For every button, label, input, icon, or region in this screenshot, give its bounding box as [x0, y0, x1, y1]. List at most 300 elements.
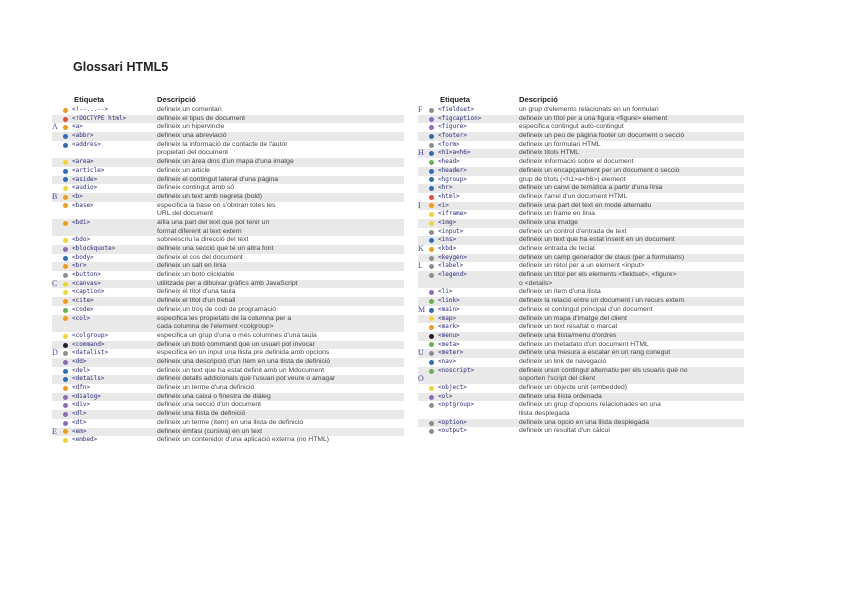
- tag-description: defineix un títol per a una figura <figure> element: [519, 114, 668, 122]
- glossary-row: [52, 428, 404, 437]
- tag-name: <ol>: [438, 392, 453, 400]
- tag-name: <command>: [72, 340, 105, 348]
- category-dot-icon: [63, 221, 68, 226]
- glossary-row: [52, 219, 404, 236]
- category-dot-icon: [429, 308, 434, 313]
- tag-name: <abbr>: [72, 132, 94, 140]
- tag-description: defineix una caixa o finestra de diàleg: [157, 392, 271, 400]
- category-dot-icon: [429, 369, 434, 374]
- tag-description: defineix un metadato d'un document HTML: [519, 340, 649, 348]
- tag-description: defineix una abreviació: [157, 132, 227, 140]
- category-dot-icon: [63, 334, 68, 339]
- tag-description: defineix un resultat d'un càlcul: [519, 427, 610, 435]
- tag-description: defineix un camp generador de claus (per a formularis): [519, 253, 685, 261]
- glossary-row: [52, 254, 404, 263]
- category-dot-icon: [429, 316, 434, 321]
- tag-name: <map>: [438, 314, 457, 322]
- tag-description: defineix el contingut lateral d'una pàgina: [157, 175, 279, 183]
- tag-description: defineix un mapa d'imatge del client: [519, 314, 627, 322]
- glossary-row: [52, 332, 404, 341]
- category-dot-icon: [429, 386, 434, 391]
- tag-name: <!DOCTYPE html>: [72, 114, 127, 122]
- glossary-row: [418, 219, 744, 228]
- glossary-row: [52, 419, 404, 428]
- tag-name: <canvas>: [72, 279, 101, 287]
- glossary-row: [52, 158, 404, 167]
- glossary-row: [52, 436, 404, 445]
- glossary-row: [52, 358, 404, 367]
- tag-description: defineix la relació entre un document i un recurs extern: [519, 297, 685, 305]
- glossary-row: [52, 349, 404, 358]
- glossary-row: [52, 410, 404, 419]
- tag-description: defineix èmfasi (cursiva) en un text: [157, 427, 263, 435]
- tag-description: defineix un text que ha estat inserit en un document: [519, 236, 675, 244]
- glossary-row: [418, 288, 744, 297]
- tag-description: defineix un botó clicklable: [157, 271, 235, 279]
- tag-description: defineix el contingut principal d'un document: [519, 305, 653, 313]
- glossary-column-left: [52, 95, 404, 445]
- section-letter: K: [418, 244, 424, 253]
- section-letter: O: [418, 374, 424, 384]
- column-header: [418, 95, 744, 105]
- tag-name: <meter>: [438, 349, 464, 357]
- glossary-row: [418, 254, 744, 263]
- tag-name: <embed>: [72, 436, 98, 444]
- tag-description: defineix un àrea dins d'un mapa d'una imatge: [157, 158, 294, 166]
- tag-description: defineix un terme (ítem) en una llista de definició: [157, 418, 304, 426]
- category-dot-icon: [63, 412, 68, 417]
- tag-name: <h1>a<h6>: [438, 149, 471, 157]
- glossary-row: [418, 306, 744, 315]
- category-dot-icon: [429, 221, 434, 226]
- category-dot-icon: [429, 238, 434, 243]
- tag-name: <cite>: [72, 297, 94, 305]
- glossary-row: [418, 132, 744, 141]
- tag-name: <addres>: [72, 140, 101, 148]
- category-dot-icon: [429, 429, 434, 434]
- category-dot-icon: [429, 264, 434, 269]
- category-dot-icon: [63, 438, 68, 443]
- category-dot-icon: [63, 247, 68, 252]
- glossary-row: [52, 132, 404, 141]
- tag-name: <legend>: [438, 271, 467, 279]
- tag-name: <button>: [72, 271, 101, 279]
- tag-name: <dfn>: [72, 384, 91, 392]
- category-dot-icon: [63, 186, 68, 191]
- glossary-row: [418, 106, 744, 115]
- category-dot-icon: [63, 177, 68, 182]
- tag-description: especifica un grup d'una o més columnes d'una taula: [157, 331, 317, 339]
- glossary-row: [418, 184, 744, 193]
- tag-description: sobreescriu la direcció del text: [157, 236, 249, 244]
- glossary-row: [52, 367, 404, 376]
- tag-description: utilitzada per a dibuixar gràfics amb JavaScript: [157, 279, 298, 287]
- category-dot-icon: [63, 195, 68, 200]
- tag-name: <img>: [438, 218, 457, 226]
- tag-name: <b>: [72, 192, 83, 200]
- category-dot-icon: [63, 117, 68, 122]
- glossary-column-right: [418, 95, 744, 436]
- glossary-row: [52, 262, 404, 271]
- tag-name: <keygen>: [438, 253, 467, 261]
- glossary-row: [418, 323, 744, 332]
- glossary-row: [418, 167, 744, 176]
- glossary-row: [52, 236, 404, 245]
- glossary-row: [418, 176, 744, 185]
- glossary-row: [418, 236, 744, 245]
- tag-description: defineix un article: [157, 166, 210, 174]
- glossary-row: [418, 315, 744, 324]
- category-dot-icon: [63, 360, 68, 365]
- tag-name: <fieldset>: [438, 106, 475, 113]
- category-dot-icon: [63, 169, 68, 174]
- glossary-row: [418, 193, 744, 202]
- category-dot-icon: [429, 325, 434, 330]
- glossary-row: [52, 141, 404, 158]
- category-dot-icon: [63, 282, 68, 287]
- glossary-row: [418, 358, 744, 367]
- glossary-row: [52, 202, 404, 219]
- category-dot-icon: [63, 377, 68, 382]
- glossary-row: [418, 245, 744, 254]
- tag-name: <object>: [438, 384, 467, 392]
- tag-name: <li>: [438, 288, 453, 296]
- glossary-row: [52, 315, 404, 332]
- tag-name: <input>: [438, 227, 464, 235]
- tag-description: defineix un encapçalament per un document o secció: [519, 166, 680, 174]
- category-dot-icon: [63, 308, 68, 313]
- page-title: Glossari HTML5: [73, 60, 169, 74]
- category-dot-icon: [429, 160, 434, 165]
- category-dot-icon: [63, 395, 68, 400]
- category-dot-icon: [63, 160, 68, 165]
- category-dot-icon: [63, 273, 68, 278]
- tag-description: defineix una secció que te un altra font: [157, 245, 274, 253]
- category-dot-icon: [429, 186, 434, 191]
- tag-description: defineix un control d'entrada de text: [519, 227, 627, 235]
- category-dot-icon: [63, 143, 68, 148]
- tag-description: grup de títols (<h1>a<h6>) element: [519, 175, 626, 183]
- glossary-rows-left: [52, 106, 404, 445]
- tag-description: especifica la base on s'obriran totes les URL del document: [157, 201, 276, 218]
- category-dot-icon: [429, 299, 434, 304]
- glossary-row: [52, 375, 404, 384]
- tag-description: defineix un text que ha estat definit amb un Mdocument: [157, 366, 325, 374]
- glossary-row: [52, 245, 404, 254]
- category-dot-icon: [429, 117, 434, 122]
- glossary-rows-right: [418, 106, 744, 436]
- category-dot-icon: [429, 177, 434, 182]
- glossary-row: [418, 123, 744, 132]
- tag-name: <dialog>: [72, 392, 101, 400]
- tag-description: defineix entrada de teclat: [519, 245, 595, 252]
- tag-description: defineix detalls addicionals què l'usuari pot veure o amagar: [157, 375, 336, 383]
- tag-description: defineix un rètol per a un element <input>: [519, 262, 645, 270]
- category-dot-icon: [429, 290, 434, 295]
- category-dot-icon: [63, 299, 68, 304]
- tag-description: defineix un grup d'opcions relacionades en una llista desplegada: [519, 401, 661, 418]
- glossary-row: [52, 384, 404, 393]
- tag-name: <bdo>: [72, 236, 91, 244]
- category-dot-icon: [429, 403, 434, 408]
- tag-name: <blockquote>: [72, 245, 116, 253]
- category-dot-icon: [429, 421, 434, 426]
- category-dot-icon: [429, 360, 434, 365]
- category-dot-icon: [429, 273, 434, 278]
- tag-description: defineix un ítem d'una llista: [519, 288, 601, 296]
- tag-name: <caption>: [72, 288, 105, 296]
- glossary-row: [418, 427, 744, 436]
- glossary-row: [52, 176, 404, 185]
- category-dot-icon: [429, 395, 434, 400]
- tag-description: especifica en un input una llista pre definida amb opcions: [157, 349, 330, 357]
- section-letter: M: [418, 304, 426, 314]
- tag-name: <br>: [72, 262, 87, 270]
- glossary-row: [52, 106, 404, 115]
- tag-name: <i>: [438, 201, 449, 209]
- tag-name: <ins>: [438, 236, 457, 244]
- category-dot-icon: [429, 134, 434, 139]
- glossary-row: [52, 306, 404, 315]
- tag-name: <hr>: [438, 184, 453, 192]
- glossary-row: [52, 167, 404, 176]
- tag-description: defineix un troç de codi de programació: [157, 305, 277, 313]
- category-dot-icon: [63, 108, 68, 113]
- tag-description: defineix un terme d'una definició: [157, 384, 255, 392]
- tag-name: <col>: [72, 314, 91, 322]
- category-dot-icon: [429, 212, 434, 217]
- glossary-row: [52, 115, 404, 124]
- tag-description: defineix una descripció d'un ítem en una llista de definició: [157, 358, 331, 365]
- category-dot-icon: [63, 429, 68, 434]
- tag-name: <menu>: [438, 331, 460, 339]
- glossary-row: [418, 228, 744, 237]
- section-letter: A: [52, 122, 58, 132]
- tag-description: defineix el títol d'una taula: [157, 288, 236, 296]
- tag-description: defineix un formulari HTML: [519, 140, 601, 148]
- category-dot-icon: [63, 343, 68, 348]
- tag-description: defineix un objecte unit (embedded): [519, 384, 628, 392]
- section-letter: I: [418, 200, 421, 210]
- tag-name: <em>: [72, 427, 87, 435]
- tag-description: defineix una part del text en mode alternatiu: [519, 201, 652, 209]
- tag-description: defineix una llista de definició: [157, 410, 246, 418]
- tag-description: defineix un salt en línia: [157, 262, 227, 270]
- tag-description: defineix la informació de contacte de l'autor propietari del document: [157, 140, 288, 157]
- tag-name: <label>: [438, 262, 464, 270]
- glossary-row: [52, 184, 404, 193]
- glossary-row: [418, 349, 744, 358]
- glossary-row: [418, 210, 744, 219]
- section-letter: L: [418, 261, 423, 271]
- tag-name: <article>: [72, 166, 105, 174]
- glossary-row: [418, 149, 744, 158]
- tag-name: <figure>: [438, 123, 467, 131]
- tag-description: defineix una secció d'un document: [157, 401, 262, 409]
- tag-name: <html>: [438, 192, 460, 200]
- tag-description: defineix una opció en una llista desplegada: [519, 418, 649, 426]
- tag-description: defineix contingut amb só: [157, 184, 235, 192]
- category-dot-icon: [429, 334, 434, 339]
- tag-name: <base>: [72, 201, 94, 209]
- tag-name: <audio>: [72, 184, 98, 192]
- glossary-row: [418, 262, 744, 271]
- category-dot-icon: [429, 108, 434, 113]
- tag-name: <header>: [438, 166, 467, 174]
- category-dot-icon: [429, 351, 434, 356]
- category-dot-icon: [429, 151, 434, 156]
- tag-name: <dd>: [72, 358, 87, 365]
- tag-description: defineix el cos del document: [157, 253, 243, 261]
- tag-description: defineix un canvi de temàtica a partir d'una línia: [519, 184, 663, 192]
- category-dot-icon: [63, 238, 68, 243]
- tag-name: <body>: [72, 253, 94, 261]
- category-dot-icon: [63, 386, 68, 391]
- category-dot-icon: [429, 342, 434, 347]
- tag-name: <div>: [72, 401, 91, 409]
- tag-description: defineix el títol d'un treball: [157, 297, 236, 305]
- section-letter: C: [52, 278, 58, 288]
- glossary-row: [418, 271, 744, 288]
- tag-name: <kbd>: [438, 245, 457, 252]
- tag-name: <figcaption>: [438, 114, 482, 122]
- tag-description: defineix informació sobre el document: [519, 158, 634, 166]
- glossary-row: [418, 419, 744, 428]
- category-dot-icon: [63, 256, 68, 261]
- category-dot-icon: [63, 203, 68, 208]
- tag-name: <head>: [438, 158, 460, 166]
- header-tag: Etiqueta: [74, 95, 104, 104]
- tag-description: defineix un hipervincle: [157, 123, 225, 131]
- tag-description: defineix l'arrel d'un document HTML: [519, 192, 628, 200]
- glossary-row: [418, 393, 744, 402]
- tag-name: <del>: [72, 366, 91, 374]
- tag-name: <noscript>: [438, 366, 475, 374]
- tag-name: <iframe>: [438, 210, 467, 218]
- category-dot-icon: [429, 203, 434, 208]
- tag-description: defineix una mesura a escalar en un rang conegut: [519, 349, 671, 357]
- tag-name: <datalist>: [72, 349, 109, 357]
- section-letter: F: [418, 105, 423, 114]
- tag-description: defineix títols HTML: [519, 149, 580, 157]
- glossary-row: [418, 384, 744, 393]
- tag-name: <main>: [438, 305, 460, 313]
- glossary-row: [52, 393, 404, 402]
- category-dot-icon: [63, 134, 68, 139]
- tag-name: <aside>: [72, 175, 98, 183]
- category-dot-icon: [63, 351, 68, 356]
- glossary-row: [52, 271, 404, 280]
- header-description: Descripció: [519, 95, 558, 104]
- tag-description: defineix un contenidor d'una aplicació externa (no HTML): [157, 436, 330, 444]
- category-dot-icon: [429, 125, 434, 130]
- tag-name: <option>: [438, 418, 467, 426]
- tag-description: defineix una llista/menu d'ordres: [519, 331, 617, 339]
- tag-description: defineix un text amb negreta (bold): [157, 192, 263, 200]
- tag-name: <meta>: [438, 340, 460, 348]
- glossary-row: [52, 341, 404, 350]
- tag-description: defineix una imatge: [519, 218, 578, 226]
- section-letter: U: [418, 348, 424, 358]
- category-dot-icon: [429, 195, 434, 200]
- category-dot-icon: [429, 143, 434, 148]
- tag-description: defineix el tipus de document: [157, 114, 246, 122]
- glossary-row: [418, 401, 744, 418]
- category-dot-icon: [63, 316, 68, 321]
- tag-name: <link>: [438, 297, 460, 305]
- tag-name: <colgroup>: [72, 331, 109, 339]
- section-letter: B: [52, 191, 58, 201]
- category-dot-icon: [63, 290, 68, 295]
- tag-name: <form>: [438, 140, 460, 148]
- header-tag: Etiqueta: [440, 95, 470, 104]
- tag-name: <dt>: [72, 418, 87, 426]
- glossary-row: [418, 332, 744, 341]
- glossary-row: [52, 401, 404, 410]
- tag-name: <bdi>: [72, 218, 91, 226]
- glossary-row: [52, 193, 404, 202]
- tag-description: especifica les propietats de la columna per a cada columna de l'element <colgroup>: [157, 314, 292, 331]
- tag-description: defineix un comentari: [157, 106, 222, 113]
- column-header: [52, 95, 404, 105]
- glossary-row: [418, 297, 744, 306]
- section-letter: D: [52, 348, 58, 358]
- category-dot-icon: [429, 256, 434, 261]
- category-dot-icon: [63, 403, 68, 408]
- tag-description: defineix un peu de pàgina footer un document o secció: [519, 132, 685, 140]
- tag-description: defineix un text resaltat o marcat: [519, 323, 618, 331]
- glossary-row: [418, 367, 744, 384]
- category-dot-icon: [429, 247, 434, 252]
- tag-description: especifica contingut auto-contingut: [519, 123, 624, 131]
- category-dot-icon: [63, 125, 68, 130]
- glossary-row: [418, 202, 744, 211]
- glossary-row: [418, 341, 744, 350]
- tag-name: <hgroup>: [438, 175, 467, 183]
- tag-description: defineix un títol per els elements <fieldset>, <figure> o <details>: [519, 271, 677, 287]
- tag-description: defineix un link de navegació: [519, 357, 607, 365]
- tag-name: <code>: [72, 305, 94, 313]
- category-dot-icon: [429, 169, 434, 174]
- tag-name: <nav>: [438, 357, 457, 365]
- glossary-row: [52, 280, 404, 289]
- category-dot-icon: [63, 421, 68, 426]
- tag-name: <dl>: [72, 410, 87, 418]
- tag-description: defineix unun contingut alternatiu per els usuaris què no soporten l'script del client: [519, 366, 688, 383]
- glossary-row: [52, 297, 404, 306]
- tag-name: <details>: [72, 375, 105, 383]
- tag-name: <area>: [72, 158, 94, 166]
- tag-name: <footer>: [438, 132, 467, 140]
- category-dot-icon: [63, 264, 68, 269]
- tag-description: defineix un frame en línia: [519, 210, 595, 218]
- tag-name: <!--...-->: [72, 106, 109, 113]
- tag-name: <output>: [438, 427, 467, 435]
- category-dot-icon: [429, 230, 434, 235]
- tag-description: defineix una llista ordenada: [519, 392, 602, 400]
- glossary-row: [418, 158, 744, 167]
- tag-name: <a>: [72, 123, 83, 131]
- glossary-row: [418, 115, 744, 124]
- tag-description: un grup d'elements relacionats en un formulari: [519, 106, 659, 113]
- glossary-row: [418, 141, 744, 150]
- tag-name: <mark>: [438, 323, 460, 331]
- glossary-row: [52, 123, 404, 132]
- header-description: Descripció: [157, 95, 196, 104]
- tag-name: <optgroup>: [438, 401, 475, 409]
- tag-description: aïlla una part del text que pot tenir un format diferent al text extern: [157, 218, 270, 235]
- section-letter: E: [52, 426, 57, 436]
